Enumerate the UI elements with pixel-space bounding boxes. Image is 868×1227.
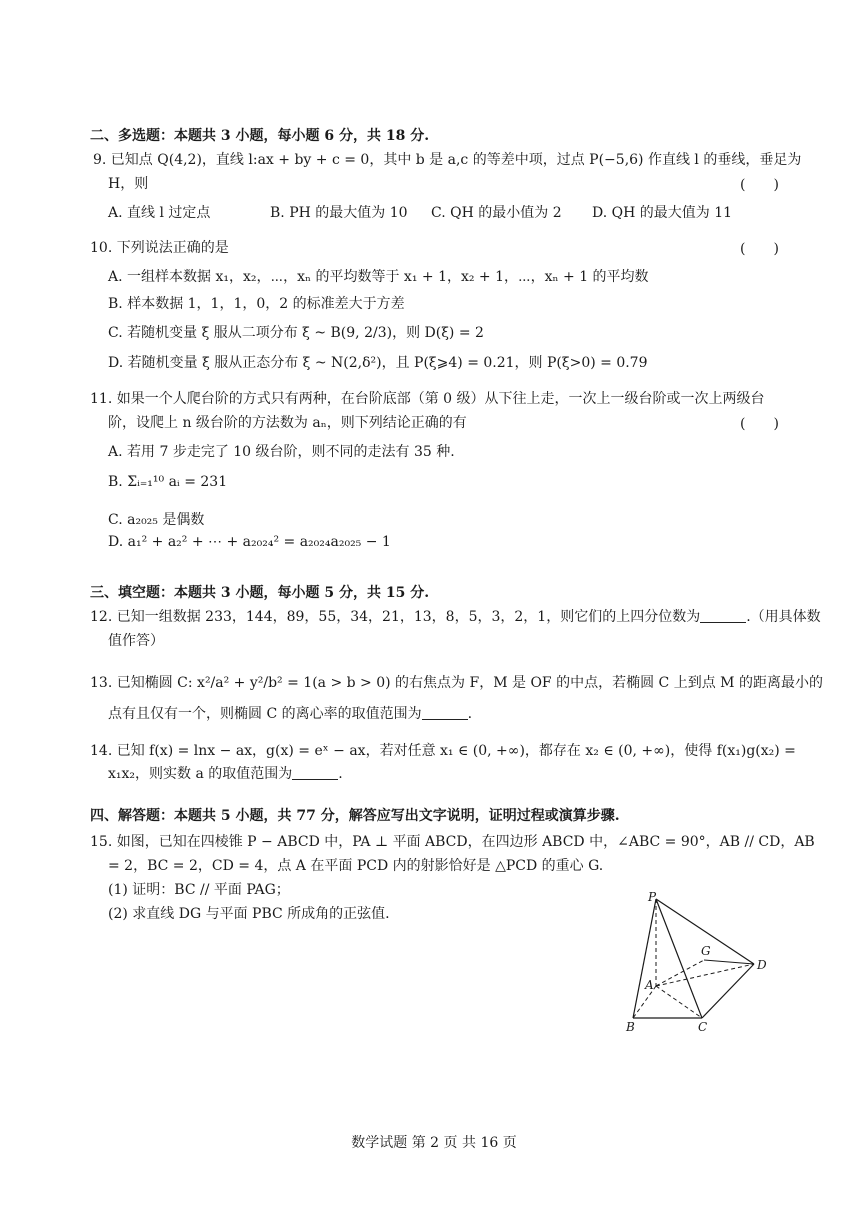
q11-option-b: B. Σᵢ₌₁¹⁰ aᵢ = 231 [108,474,228,490]
q14-text: x₁x₂，则实数 a 的取值范围为 [108,766,293,782]
q11-stem-line2: 阶，设爬上 n 级台阶的方法数为 aₙ，则下列结论正确的有 [108,415,467,431]
segment-gd [704,960,754,964]
label-c: C [698,1020,708,1034]
q9-option-a: A. 直线 l 过定点 [108,205,211,221]
q9-stem-line1: 9. 已知点 Q(4,2)，直线 l:ax + by + c = 0，其中 b 是 a,c 的等差中项，过点 P(−5,6) 作直线 l 的垂线，垂足为 [93,152,802,168]
q9-option-d: D. QH 的最大值为 11 [592,205,733,221]
q12-text: 12. 已知一组数据 233，144，89，55，34，21，13，8，5，3，2，1，则它们的上四分位数为 [90,609,701,625]
q12-tail: .（用具体数 [746,609,821,625]
q14-stem-line2 [108,764,343,784]
edge-pc [656,899,702,1018]
q13-tail: . [467,706,473,722]
q11-answer-paren: ( ) [740,416,779,432]
q9-option-c: C. QH 的最小值为 2 [431,205,562,221]
section-heading-solutions: 四、解答题：本题共 5 小题，共 77 分，解答应写出文字说明，证明过程或演算步骤. [90,808,620,824]
q12-stem-line2: 值作答） [108,633,164,649]
q11-option-a: A. 若用 7 步走完了 10 级台阶，则不同的走法有 35 种. [108,444,455,460]
edge-ad-hidden [656,964,754,986]
q11-option-d: D. a₁² + a₂² + ⋯ + a₂₀₂₄² = a₂₀₂₄a₂₀₂₅ − 1 [108,534,391,550]
q12-stem-line1 [90,607,821,627]
q10-option-a: A. 一组样本数据 x₁，x₂，⋯，xₙ 的平均数等于 x₁ + 1，x₂ + 1，⋯，xₙ + 1 的平均数 [108,269,649,285]
q15-part1: (1) 证明：BC // 平面 PAG； [108,882,290,898]
q10-option-b: B. 样本数据 1，1，1，0，2 的标准差大于方差 [108,296,405,312]
section-heading-multiple-choice: 二、多选题：本题共 3 小题，每小题 6 分，共 18 分. [90,128,430,144]
label-d: D [757,958,767,972]
q15-part2: (2) 求直线 DG 与平面 PBC 所成角的正弦值. [108,906,390,922]
label-b: B [626,1020,635,1034]
q15-stem-line1: 15. 如图，已知在四棱锥 P − ABCD 中，PA ⊥ 平面 ABCD，在四边形 ABCD 中，∠ABC = 90°，AB // CD，AB [90,834,815,850]
q11-stem-line1: 11. 如果一个人爬台阶的方式只有两种，在台阶底部（第 0 级）从下往上走，一次上一级台阶或一次上两级台 [90,391,765,407]
q14-tail: . [338,766,343,782]
pyramid-figure [615,885,785,1035]
q14-answer-blank[interactable] [292,765,338,780]
q13-answer-blank[interactable] [422,705,468,720]
q9-answer-paren: ( ) [740,177,779,193]
q14-stem-line1: 14. 已知 f(x) = lnx − ax，g(x) = eˣ − ax，若对任意 x₁ ∈ (0, +∞)，都存在 x₂ ∈ (0, +∞)，使得 f(x₁)g(x₂) = [90,743,796,759]
q9-option-b: B. PH 的最大值为 10 [270,205,408,221]
q13-stem-line2 [108,704,472,724]
q10-answer-paren: ( ) [740,241,779,257]
q13-text: 点有且仅有一个，则椭圆 C 的离心率的取值范围为 [108,706,422,722]
q11-option-c: C. a₂₀₂₅ 是偶数 [108,512,205,528]
label-a: A [645,978,654,992]
q12-answer-blank[interactable] [700,608,746,623]
label-p: P [648,890,657,904]
page-footer: 数学试题 第 2 页 共 16 页 [351,1135,517,1151]
segment-ag-hidden [656,960,704,986]
edge-cd [702,964,754,1018]
q15-stem-line2: = 2，BC = 2，CD = 4，点 A 在平面 PCD 内的射影恰好是 △PCD 的重心 G. [108,858,604,874]
q9-stem-line2: H，则 [108,176,149,192]
q10-option-d: D. 若随机变量 ξ 服从正态分布 ξ ~ N(2,δ²)，且 P(ξ⩾4) = 0.21，则 P(ξ>0) = 0.79 [108,355,648,371]
q10-option-c: C. 若随机变量 ξ 服从二项分布 ξ ~ B(9, 2/3)，则 D(ξ) = 2 [108,325,484,341]
edge-ac-hidden [656,986,702,1018]
section-heading-fill-blank: 三、填空题：本题共 3 小题，每小题 5 分，共 15 分. [90,585,430,601]
label-g: G [701,944,711,958]
q10-stem: 10. 下列说法正确的是 [90,240,229,256]
q13-stem-line1: 13. 已知椭圆 C: x²/a² + y²/b² = 1(a > b > 0) 的右焦点为 F，M 是 OF 的中点，若椭圆 C 上到点 M 的距离最小的 [90,675,823,691]
edge-pb [633,899,656,1018]
